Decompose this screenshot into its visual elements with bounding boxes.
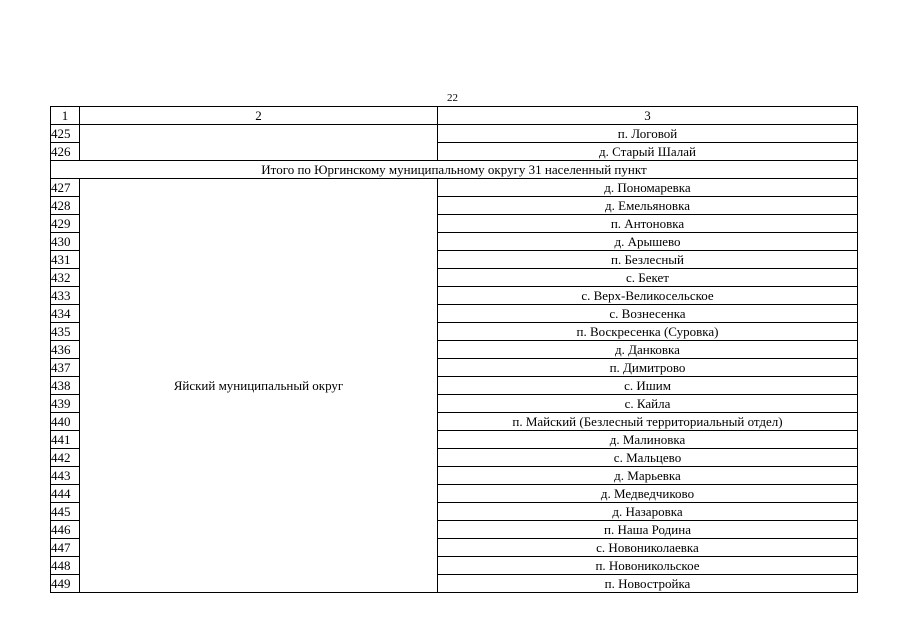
- settlement-name: п. Димитрово: [438, 359, 858, 377]
- settlement-name: д. Старый Шалай: [438, 143, 858, 161]
- row-number: 438: [51, 377, 80, 395]
- settlement-name: п. Майский (Безлесный территориальный отдел): [438, 413, 858, 431]
- total-row: [51, 161, 858, 179]
- row-number: 430: [51, 233, 80, 251]
- settlement-name: п. Наша Родина: [438, 521, 858, 539]
- row-number: 436: [51, 341, 80, 359]
- settlement-name: с. Вознесенка: [438, 305, 858, 323]
- settlement-name: д. Пономаревка: [438, 179, 858, 197]
- row-number: 435: [51, 323, 80, 341]
- settlement-name: с. Мальцево: [438, 449, 858, 467]
- row-number: 434: [51, 305, 80, 323]
- row-number: 426: [51, 143, 80, 161]
- settlement-name: п. Новоникольское: [438, 557, 858, 575]
- table-header-row: [51, 107, 858, 125]
- row-number: 449: [51, 575, 80, 593]
- settlement-name: п. Безлесный: [438, 251, 858, 269]
- row-number: 439: [51, 395, 80, 413]
- region-name: Яйский муниципальный округ: [80, 179, 438, 593]
- row-number: 443: [51, 467, 80, 485]
- settlement-name: с. Верх-Великосельское: [438, 287, 858, 305]
- settlement-name: д. Данковка: [438, 341, 858, 359]
- row-number: 425: [51, 125, 80, 143]
- table-body: [51, 107, 858, 593]
- settlement-name: с. Бекет: [438, 269, 858, 287]
- row-number: 447: [51, 539, 80, 557]
- settlement-name: д. Арышево: [438, 233, 858, 251]
- page-number: 22: [447, 92, 458, 104]
- row-number: 442: [51, 449, 80, 467]
- settlement-name: с. Новониколаевка: [438, 539, 858, 557]
- header-col-1: 1: [51, 107, 80, 125]
- settlement-name: п. Логовой: [438, 125, 858, 143]
- row-number: 446: [51, 521, 80, 539]
- settlement-name: п. Антоновка: [438, 215, 858, 233]
- settlement-name: п. Воскресенка (Суровка): [438, 323, 858, 341]
- table-row: [51, 125, 858, 143]
- row-number: 431: [51, 251, 80, 269]
- settlements-table: [50, 106, 858, 593]
- row-number: 429: [51, 215, 80, 233]
- header-col-3: 3: [438, 107, 858, 125]
- region-cell-empty: [80, 125, 438, 161]
- settlement-name: д. Марьевка: [438, 467, 858, 485]
- settlement-name: с. Кайла: [438, 395, 858, 413]
- settlement-name: с. Ишим: [438, 377, 858, 395]
- settlement-name: д. Емельяновка: [438, 197, 858, 215]
- row-number: 427: [51, 179, 80, 197]
- row-number: 448: [51, 557, 80, 575]
- row-number: 437: [51, 359, 80, 377]
- table-row: [51, 179, 858, 197]
- settlement-name: п. Новостройка: [438, 575, 858, 593]
- header-col-2: 2: [80, 107, 438, 125]
- row-number: 432: [51, 269, 80, 287]
- settlement-name: д. Медведчиково: [438, 485, 858, 503]
- row-number: 440: [51, 413, 80, 431]
- row-number: 428: [51, 197, 80, 215]
- total-text: Итого по Юргинскому муниципальному округу 31 населенный пункт: [51, 161, 858, 179]
- settlement-name: д. Назаровка: [438, 503, 858, 521]
- row-number: 445: [51, 503, 80, 521]
- row-number: 444: [51, 485, 80, 503]
- settlement-name: д. Малиновка: [438, 431, 858, 449]
- row-number: 433: [51, 287, 80, 305]
- row-number: 441: [51, 431, 80, 449]
